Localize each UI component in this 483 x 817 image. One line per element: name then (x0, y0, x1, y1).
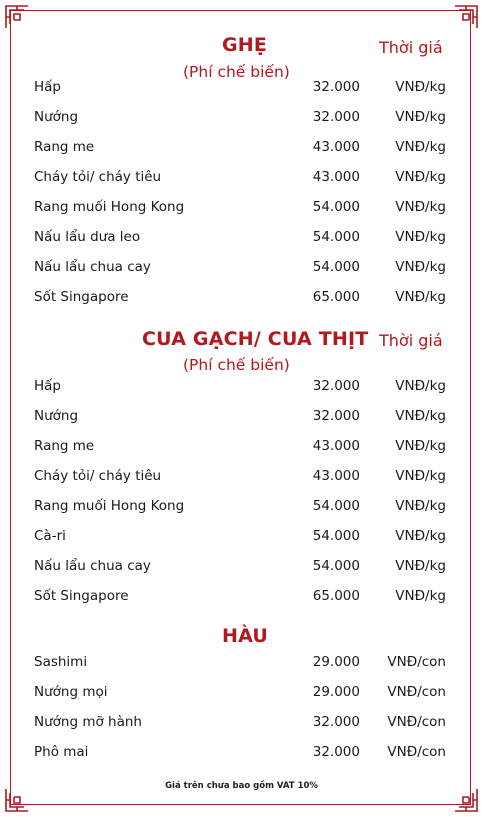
menu-row (34, 259, 446, 279)
item-price: 54.000 (312, 199, 360, 215)
item-name: Nướng (34, 408, 79, 424)
item-name: Hấp (34, 79, 61, 95)
price-heading: Thời giá (379, 38, 443, 57)
item-price: 54.000 (312, 229, 360, 245)
corner-ornament-icon (453, 4, 479, 30)
item-unit: VNĐ/kg (395, 378, 446, 394)
menu-row (34, 378, 446, 398)
item-name: Sashimi (34, 654, 88, 670)
menu-row (34, 654, 446, 674)
item-price: 32.000 (312, 408, 360, 424)
item-unit: VNĐ/kg (395, 139, 446, 155)
item-name: Nấu lẩu dưa leo (34, 229, 141, 245)
menu-row (34, 289, 446, 309)
item-price: 29.000 (312, 684, 360, 700)
item-name: Hấp (34, 378, 61, 394)
item-price: 43.000 (312, 438, 360, 454)
section-subtitle: (Phí chế biến) (183, 63, 290, 81)
item-name: Rang muối Hong Kong (34, 498, 185, 514)
item-name: Cà-ri (34, 528, 66, 544)
item-price: 54.000 (312, 528, 360, 544)
item-unit: VNĐ/con (387, 714, 446, 730)
item-unit: VNĐ/kg (395, 408, 446, 424)
item-name: Sốt Singapore (34, 289, 129, 305)
item-name: Nướng (34, 109, 79, 125)
menu-row (34, 588, 446, 608)
menu-row (34, 408, 446, 428)
item-unit: VNĐ/kg (395, 588, 446, 604)
vat-footnote: Giá trên chưa bao gồm VAT 10% (165, 781, 318, 791)
item-unit: VNĐ/kg (395, 79, 446, 95)
price-heading: Thời giá (379, 331, 443, 350)
item-unit: VNĐ/kg (395, 259, 446, 275)
item-unit: VNĐ/kg (395, 438, 446, 454)
item-unit: VNĐ/con (387, 744, 446, 760)
item-unit: VNĐ/con (387, 684, 446, 700)
item-price: 54.000 (312, 498, 360, 514)
item-name: Nấu lẩu chua cay (34, 558, 151, 574)
menu-row (34, 528, 446, 548)
item-price: 65.000 (312, 289, 360, 305)
menu-row (34, 438, 446, 458)
item-name: Rang me (34, 139, 95, 155)
item-unit: VNĐ/kg (395, 468, 446, 484)
item-price: 43.000 (312, 169, 360, 185)
menu-row (34, 558, 446, 578)
item-price: 32.000 (312, 109, 360, 125)
item-name: Rang muối Hong Kong (34, 199, 185, 215)
menu-row (34, 684, 446, 704)
item-unit: VNĐ/kg (395, 199, 446, 215)
menu-row (34, 139, 446, 159)
corner-ornament-icon (4, 4, 30, 30)
item-price: 32.000 (312, 79, 360, 95)
item-price: 54.000 (312, 558, 360, 574)
item-unit: VNĐ/kg (395, 289, 446, 305)
menu-row (34, 744, 446, 764)
item-price: 54.000 (312, 259, 360, 275)
item-name: Nấu lẩu chua cay (34, 259, 151, 275)
section-title: CUA GẠCH/ CUA THỊT (142, 328, 369, 350)
item-unit: VNĐ/kg (395, 528, 446, 544)
menu-row (34, 79, 446, 99)
item-name: Nướng mọi (34, 684, 108, 700)
item-price: 29.000 (312, 654, 360, 670)
menu-row (34, 169, 446, 189)
item-unit: VNĐ/kg (395, 498, 446, 514)
item-price: 43.000 (312, 468, 360, 484)
item-name: Rang me (34, 438, 95, 454)
menu-row (34, 714, 446, 734)
item-name: Phô mai (34, 744, 89, 760)
item-price: 65.000 (312, 588, 360, 604)
item-unit: VNĐ/kg (395, 169, 446, 185)
item-name: Nướng mỡ hành (34, 714, 142, 730)
menu-row (34, 229, 446, 249)
item-unit: VNĐ/kg (395, 109, 446, 125)
menu-row (34, 199, 446, 219)
item-unit: VNĐ/con (387, 654, 446, 670)
item-name: Cháy tỏi/ cháy tiêu (34, 169, 162, 185)
section-title: GHẸ (222, 34, 268, 56)
item-price: 32.000 (312, 744, 360, 760)
section-subtitle: (Phí chế biến) (183, 356, 290, 374)
item-unit: VNĐ/kg (395, 558, 446, 574)
item-name: Sốt Singapore (34, 588, 129, 604)
section-title: HÀU (222, 625, 269, 647)
menu-row (34, 468, 446, 488)
item-name: Cháy tỏi/ cháy tiêu (34, 468, 162, 484)
item-price: 32.000 (312, 714, 360, 730)
item-unit: VNĐ/kg (395, 229, 446, 245)
menu-row (34, 109, 446, 129)
item-price: 32.000 (312, 378, 360, 394)
menu-row (34, 498, 446, 518)
item-price: 43.000 (312, 139, 360, 155)
